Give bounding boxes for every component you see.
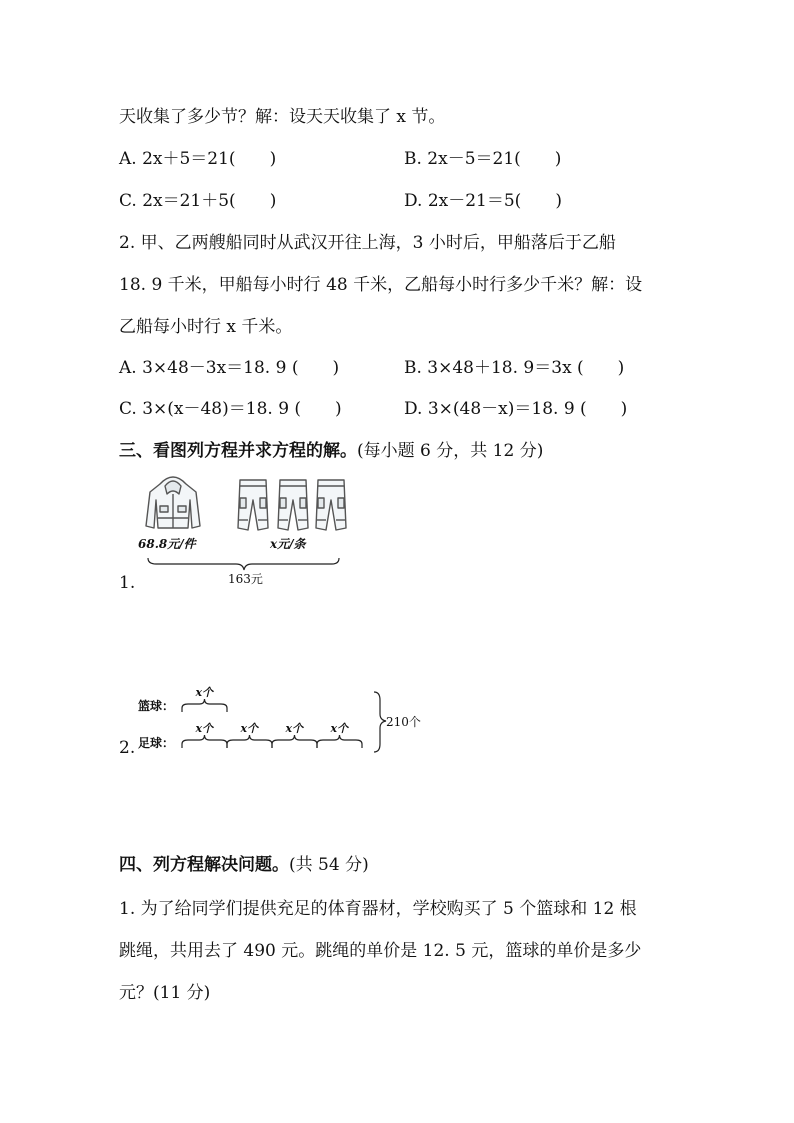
section-4-score-note: (共 54 分) xyxy=(289,855,369,875)
figure-1-number: 1. xyxy=(119,573,136,593)
football-segment xyxy=(272,722,317,748)
section-3-title: 三、看图列方程并求方程的解。 xyxy=(119,441,357,461)
basketball-segment xyxy=(182,686,227,712)
pants-icon xyxy=(238,480,268,530)
section-4-question-1-line-3: 元？(11 分) xyxy=(119,983,211,1003)
total-brace xyxy=(148,558,339,570)
segment-unit-label: x个 xyxy=(195,686,214,699)
segment-unit-label: x个 xyxy=(195,722,214,735)
pants-price-label: x元/条 xyxy=(270,537,306,551)
question-2-option-d: D. 3×(48－x)＝18. 9 ( ) xyxy=(404,399,628,419)
question-2-line-2: 18. 9 千米，甲船每小时行 48 千米，乙船每小时行多少千米？解：设 xyxy=(119,275,643,295)
total-right-brace xyxy=(374,692,386,752)
figure-2-number: 2. xyxy=(119,738,136,758)
question-1-option-d: D. 2x－21＝5( ) xyxy=(404,191,562,211)
question-2-option-c: C. 3×(x－48)＝18. 9 ( ) xyxy=(119,399,342,419)
jacket-icon xyxy=(146,477,200,528)
question-1-option-c: C. 2x＝21＋5( ) xyxy=(119,191,277,211)
basketball-label: 篮球： xyxy=(138,699,175,713)
pants-icon xyxy=(278,480,308,530)
question-2-option-a: A. 3×48－3x＝18. 9 ( ) xyxy=(119,358,340,378)
segment-unit-label: x个 xyxy=(330,722,349,735)
question-1-option-b: B. 2x－5＝21( ) xyxy=(404,149,562,169)
section-4-question-1-line-1: 1. 为了给同学们提供充足的体育器材，学校购买了 5 个篮球和 12 根 xyxy=(119,899,637,919)
section-4-title: 四、列方程解决问题。 xyxy=(119,855,289,875)
football-segment xyxy=(317,722,362,748)
football-segment xyxy=(182,722,227,748)
question-2-line-1: 2. 甲、乙两艘船同时从武汉开往上海，3 小时后，甲船落后于乙船 xyxy=(119,233,616,253)
section-3-score-note: (每小题 6 分，共 12 分) xyxy=(357,441,544,461)
question-2-option-b: B. 3×48＋18. 9＝3x ( ) xyxy=(404,358,625,378)
total-price-label: 163元 xyxy=(228,572,263,586)
football-segments xyxy=(182,722,362,748)
question-1-tail-text: 天收集了多少节？解：设天天收集了 x 节。 xyxy=(119,107,446,127)
football-total-label: 210个 xyxy=(386,715,421,729)
jacket-price-label: 68.8元/件 xyxy=(138,537,196,551)
segment-unit-label: x个 xyxy=(285,722,304,735)
question-2-line-3: 乙船每小时行 x 千米。 xyxy=(119,317,293,337)
segment-unit-label: x个 xyxy=(240,722,259,735)
pants-icon xyxy=(316,480,346,530)
section-3-heading xyxy=(119,440,543,462)
question-1-option-a: A. 2x＋5＝21( ) xyxy=(119,149,277,169)
section-4-heading xyxy=(119,854,369,876)
football-segment xyxy=(227,722,272,748)
basketball-segments xyxy=(182,686,227,712)
football-label: 足球： xyxy=(138,736,175,750)
section-4-question-1-line-2: 跳绳，共用去了 490 元。跳绳的单价是 12. 5 元，篮球的单价是多少 xyxy=(119,941,642,961)
